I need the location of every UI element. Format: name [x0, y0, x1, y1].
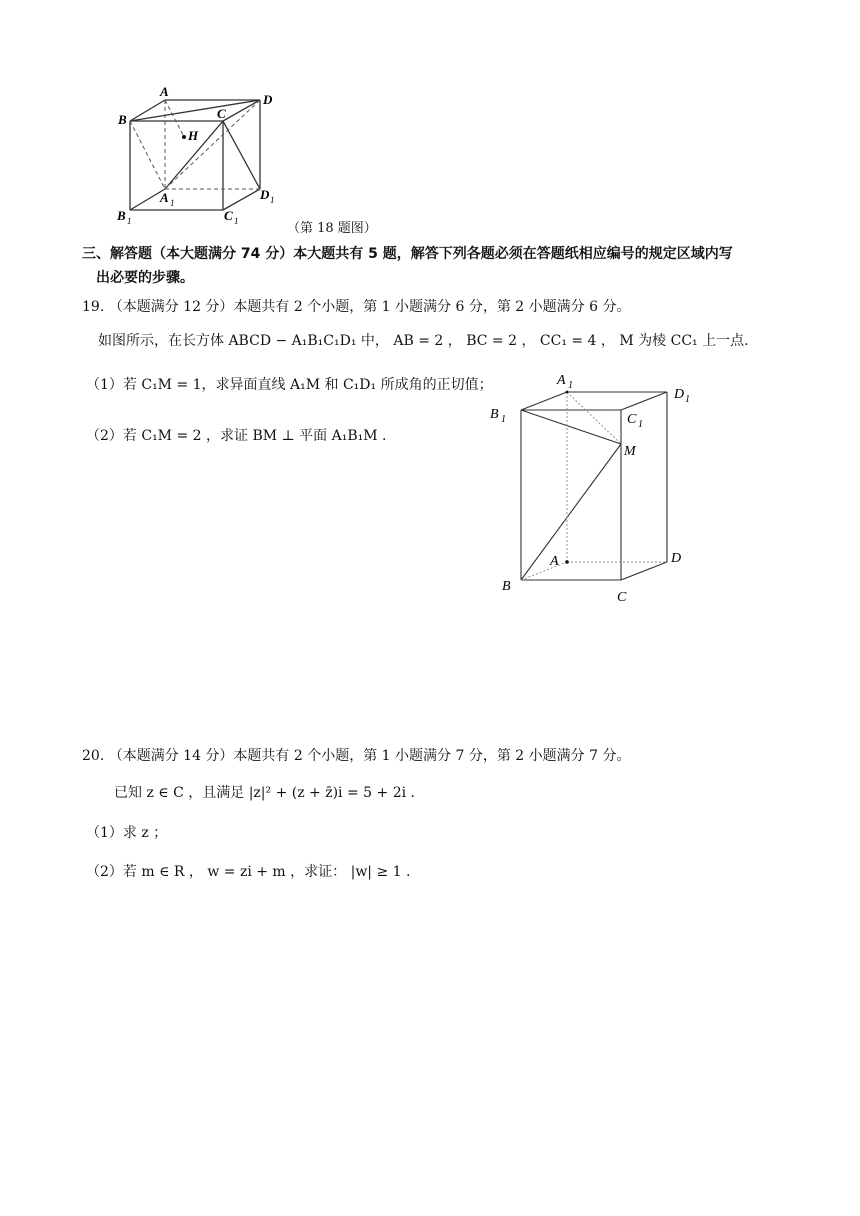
q19-part1: （1）若 C₁M = 1，求异面直线 A₁M 和 C₁D₁ 所成角的正切值； [86, 377, 493, 393]
label-D: D [263, 92, 273, 107]
label-B: B [118, 112, 127, 127]
q20-header: 20. （本题满分 14 分）本题共有 2 个小题，第 1 小题满分 7 分，第 2 小题满分 7 分。 [82, 748, 631, 764]
label-D1: D [674, 387, 685, 402]
q19-part2: （2）若 C₁M = 2 ，求证 BM ⊥ 平面 A₁B₁M . [86, 428, 387, 444]
label-B1: B [490, 407, 499, 422]
label-C: C [217, 106, 226, 121]
figure-18-caption: （第 18 题图） [287, 221, 377, 236]
label-C1: C [627, 412, 637, 427]
label-A1-sub: 1 [170, 198, 175, 208]
section-3-heading-line1: 三、解答题（本大题满分 74 分）本大题共有 5 题，解答下列各题必须在答题纸相应编号的规定区域内写 [82, 246, 733, 262]
q19-header: 19. （本题满分 12 分）本题共有 2 个小题，第 1 小题满分 6 分，第 2 小题满分 6 分。 [82, 299, 631, 315]
q19-intro: 如图所示，在长方体 ABCD − A₁B₁C₁D₁ 中， AB = 2 ， BC = 2 ， CC₁ = 4 ， M 为棱 CC₁ 上一点. [98, 333, 749, 349]
label-B1-sub: 1 [127, 216, 132, 226]
label-M: M [624, 444, 636, 459]
label-A1-sub: 1 [568, 380, 573, 391]
label-A1: A [160, 190, 169, 205]
label-B1-sub: 1 [501, 414, 506, 425]
figure-19-box [484, 368, 704, 608]
label-D1-sub: 1 [685, 394, 690, 405]
label-C1-sub: 1 [234, 216, 239, 226]
figure-18-cube [110, 82, 290, 228]
label-B: B [502, 579, 511, 594]
label-C1-sub: 1 [638, 419, 643, 430]
label-B1: B [117, 208, 126, 223]
label-D1: D [260, 187, 270, 202]
label-C1: C [224, 208, 233, 223]
q20-part1: （1）求 z ； [86, 825, 168, 841]
q20-intro: 已知 z ∈ C ，且满足 |z|² + (z + z̄)i = 5 + 2i . [114, 785, 415, 801]
label-A: A [550, 554, 559, 569]
label-D1-sub: 1 [270, 195, 275, 205]
label-H: H [188, 128, 199, 143]
label-D: D [671, 551, 682, 566]
label-A1: A [557, 373, 566, 388]
q20-part2: （2）若 m ∈ R ， w = zi + m ，求证： |w| ≥ 1 . [86, 864, 411, 880]
label-C: C [617, 590, 627, 605]
label-A: A [160, 84, 169, 99]
section-3-heading-line2: 出必要的步骤。 [96, 270, 194, 286]
